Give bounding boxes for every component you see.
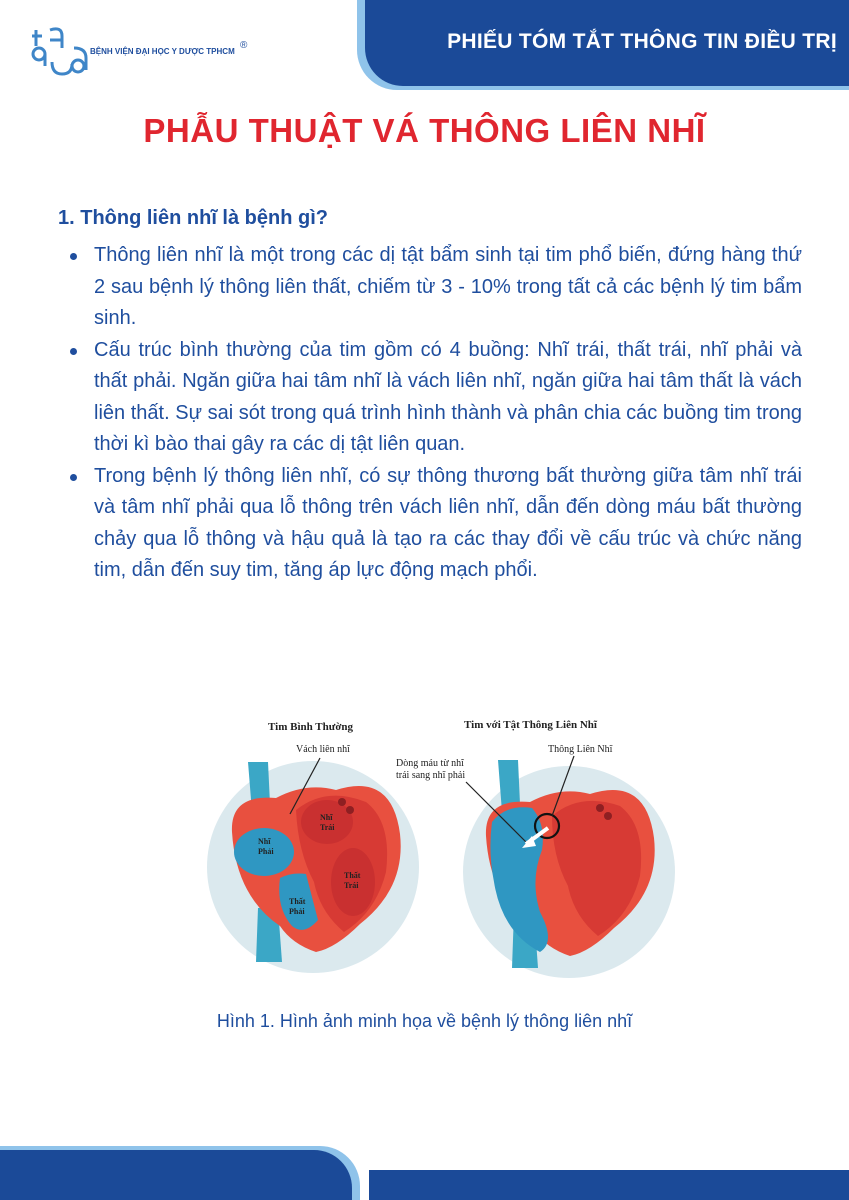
bullet-icon: [70, 474, 77, 481]
left-ventricle-label-2: Trái: [344, 881, 359, 890]
hospital-logo: [30, 26, 88, 80]
right-atrium-label-1: Nhĩ: [258, 837, 271, 846]
hospital-name: BỆNH VIỆN ĐẠI HỌC Y DƯỢC TPHCM: [90, 47, 235, 56]
heart-illustration: [196, 712, 676, 990]
registered-mark: ®: [240, 40, 248, 51]
footer-band-right: [369, 1170, 849, 1200]
defect-label: Thông Liên Nhĩ: [548, 744, 613, 755]
asd-heart-title: Tim với Tật Thông Liên Nhĩ: [464, 719, 597, 731]
list-item: [70, 240, 802, 335]
section-heading: 1. Thông liên nhĩ là bệnh gì?: [58, 207, 328, 229]
flow-label-1: Dòng máu từ nhĩ: [396, 758, 464, 769]
right-ventricle-label-1: Thất: [289, 897, 306, 906]
bullet-text: Cấu trúc bình thường của tim gồm có 4 buồng: Nhĩ trái, thất trái, nhĩ phải và thất phải. Ngăn giữa hai tâm nhĩ là vách liên nhĩ, ngăn giữa hai tâm thất là vách liên thất. Sự sai sót trong quá trình hình thành và phân chia các buồng tim trong thời kì bào thai gây ra các dị tật liên quan.: [94, 338, 802, 455]
left-ventricle-label-1: Thất: [344, 871, 361, 880]
bullet-icon: [70, 348, 77, 355]
bullet-list: [70, 240, 802, 587]
footer-band-left: [0, 1150, 352, 1200]
left-atrium-label-2: Trái: [320, 823, 335, 832]
right-atrium-label-2: Phải: [258, 847, 274, 856]
list-item: [70, 461, 802, 587]
bullet-icon: [70, 253, 77, 260]
list-item: [70, 335, 802, 461]
septum-label: Vách liên nhĩ: [296, 744, 350, 755]
figure-caption: Hình 1. Hình ảnh minh họa về bệnh lý thông liên nhĩ: [216, 1011, 633, 1031]
right-ventricle-label-2: Phải: [289, 907, 305, 916]
document-type-title: PHIẾU TÓM TẮT THÔNG TIN ĐIỀU TRỊ: [447, 30, 837, 53]
bullet-text: Trong bệnh lý thông liên nhĩ, có sự thông thương bất thường giữa tâm nhĩ trái và tâm nhĩ phải qua lỗ thông trên vách liên nhĩ, dẫn đến dòng máu bất thường chảy qua lỗ thông và hậu quả là tạo ra các thay đổi về cấu trúc và chức năng tim, dẫn đến suy tim, tăng áp lực động mạch phổi.: [94, 464, 802, 581]
flow-label-2: trái sang nhĩ phải: [396, 770, 466, 781]
bullet-text: Thông liên nhĩ là một trong các dị tật bẩm sinh tại tim phổ biến, đứng hàng thứ 2 sau bệnh lý thông liên thất, chiếm từ 3 - 10% trong tất cả các bệnh lý tim bẩm sinh.: [94, 244, 802, 329]
left-atrium-label-1: Nhĩ: [320, 813, 333, 822]
normal-heart-title: Tim Bình Thường: [268, 721, 354, 733]
page-title: PHẪU THUẬT VÁ THÔNG LIÊN NHĨ: [143, 112, 706, 149]
